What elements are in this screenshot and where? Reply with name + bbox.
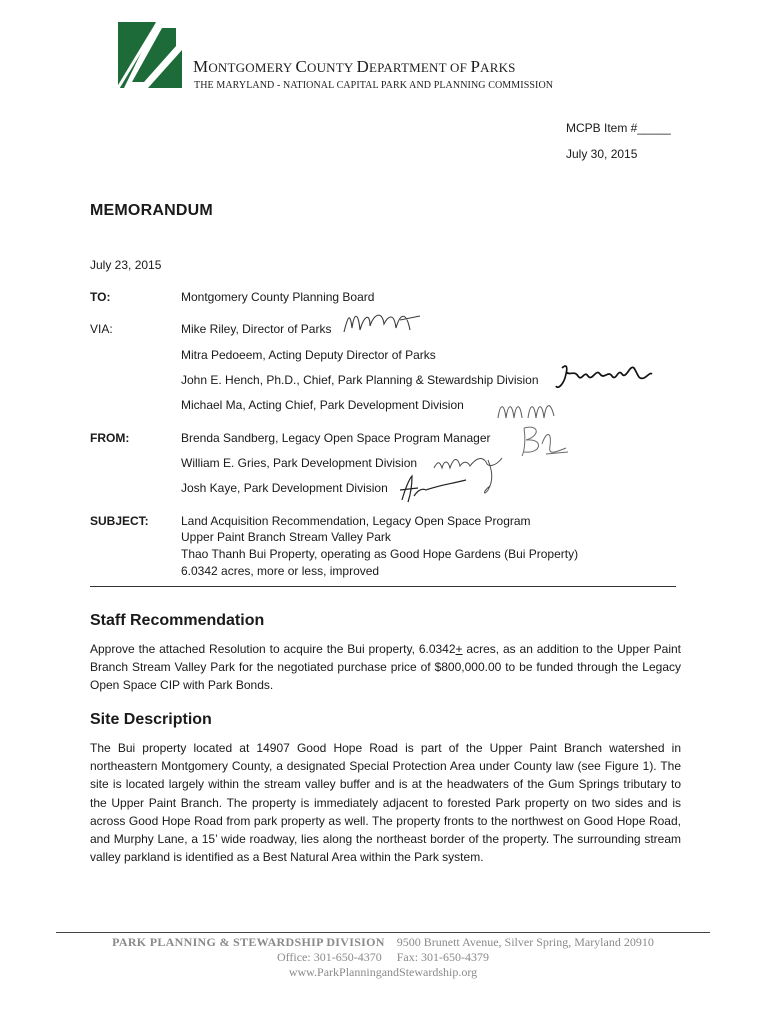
subject-line: Thao Thanh Bui Property, operating as Good Hope Gardens (Bui Property) [181,547,579,561]
item-number: MCPB Item #_____ [566,121,671,135]
signature-ma [494,394,560,424]
subject-line: 6.0342 acres, more or less, improved [181,564,380,578]
via-item: Mike Riley, Director of Parks [181,322,332,336]
subject-line: Land Acquisition Recommendation, Legacy Open Space Program [181,514,531,528]
section-divider [90,586,676,587]
site-description-heading: Site Description [90,711,212,728]
signature-riley [340,306,424,338]
from-item: Josh Kaye, Park Development Division [181,481,388,495]
signature-kaye [396,472,468,508]
via-item: Michael Ma, Acting Chief, Park Development Division [181,398,464,412]
site-description-text: The Bui property located at 14907 Good Hope Road is part of the Upper Paint Branch watershed in northeastern Montgomery County, a designated Special Protection Area under County law (see Figure 1). The site is located largely within the stream valley buffer and is at the headwaters of the Gum Springs tributary to the Upper Paint Branch. The property is immediately adjacent to forested Park property on two sides and is across Good Hope Road from park property as well. The property fronts to the northwest on Good Hope Road, and Murphy Lane, a 15’ wide roadway, lies along the northeast border of the property. The surrounding stream valley parkland is identified as a Best Natural Area within the Park system. [90,741,681,865]
footer-division: PARK PLANNING & STEWARDSHIP DIVISION [112,935,385,949]
footer-website: www.ParkPlanningandStewardship.org [288,965,478,979]
subject-label: SUBJECT: [90,514,149,528]
staff-recommendation-heading: Staff Recommendation [90,612,265,629]
signature-hench [552,360,656,394]
via-label: VIA: [90,322,113,336]
from-label: FROM: [90,431,130,445]
memo-title: MEMORANDUM [90,202,213,219]
meeting-date: July 30, 2015 [566,147,638,161]
footer [56,935,710,980]
mncppc-logo [118,22,182,88]
staff-recommendation-text: Approve the attached Resolution to acquire the Bui property, 6.0342+ acres, as an addition to the Upper Paint Branch Stream Valley Park for the negotiated purchase price of $800,000.00 to be funded through the Legacy Open Space CIP with Park Bonds. [90,642,681,693]
via-item: John E. Hench, Ph.D., Chief, Park Planning & Stewardship Division [181,373,539,387]
via-item: Mitra Pedoeem, Acting Deputy Director of Parks [181,348,436,362]
footer-address: 9500 Brunett Avenue, Silver Spring, Maryland 20910 [396,935,654,949]
org-subtitle: THE MARYLAND - NATIONAL CAPITAL PARK AND PLANNING COMMISSION [194,80,554,91]
to-value: Montgomery County Planning Board [181,290,375,304]
from-item: Brenda Sandberg, Legacy Open Space Program Manager [181,431,491,445]
signature-sandberg [516,422,572,462]
to-label: TO: [90,290,111,304]
org-name: MONTGOMERY COUNTY DEPARTMENT OF PARKS [193,57,516,76]
from-item: William E. Gries, Park Development Division [181,456,418,470]
subject-line: Upper Paint Branch Stream Valley Park [181,530,391,544]
memo-date: July 23, 2015 [90,258,162,272]
footer-divider [56,932,710,933]
footer-phones: Office: 301-650-4370 Fax: 301-650-4379 [276,950,490,964]
